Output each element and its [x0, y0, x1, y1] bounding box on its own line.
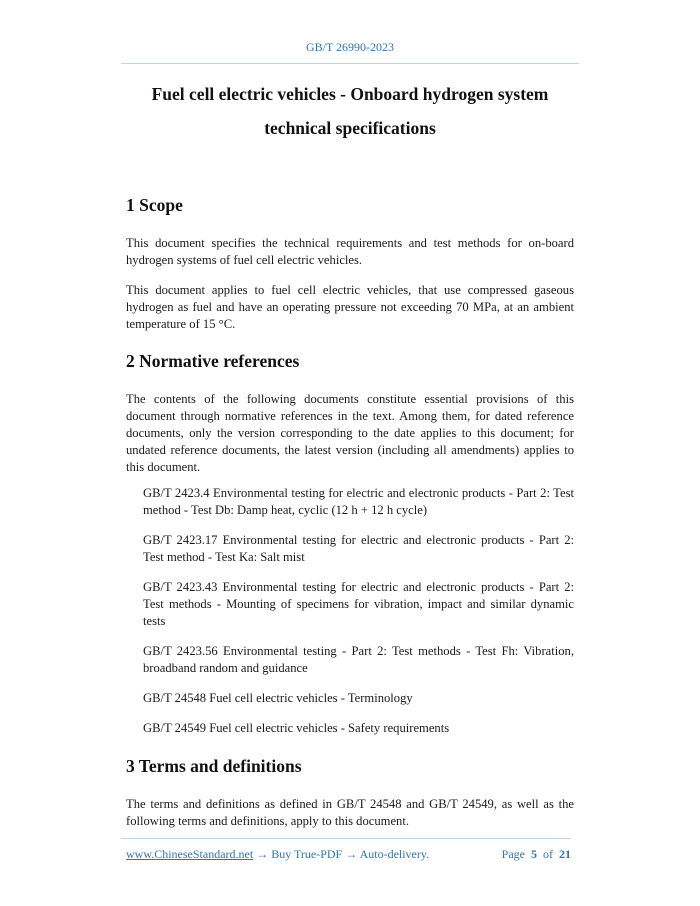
page-total: 21 [559, 847, 571, 861]
document-title-line-2: technical specifications [264, 118, 436, 138]
section-heading-scope: 1 Scope [126, 195, 183, 215]
reference-item: GB/T 24549 Fuel cell electric vehicles - Safety requirements [143, 721, 450, 735]
scope-paragraph-2: This document applies to fuel cell electric vehicles, that use compressed gaseous hydrogen as fuel and have an operating pressure not exceeding 70 MPa, at an ambient temperature of 15 °C. [126, 283, 574, 331]
terms-definitions-paragraph: The terms and definitions as defined in GB/T 24548 and GB/T 24549, as well as the following terms and definitions, apply to this document. [126, 797, 574, 828]
page-current: 5 [531, 847, 537, 861]
reference-item: GB/T 2423.4 Environmental testing for electric and electronic products - Part 2: Test method - Test Db: Damp heat, cyclic (12 h + 12 h cycle) [143, 486, 574, 517]
section-heading-terms-definitions: 3 Terms and definitions [126, 756, 302, 776]
normative-references-intro: The contents of the following documents constitute essential provisions of this document through normative references in the text. Among them, for dated reference documents, only the version corresponding to the date applies to this document; for undated reference documents, the latest version (including all amendments) applies to this document. [126, 392, 574, 474]
section-heading-normative-references: 2 Normative references [126, 351, 300, 371]
footer [126, 847, 571, 862]
document-id-header: GB/T 26990-2023 [305, 40, 395, 54]
page-indicator [502, 847, 571, 862]
footer-divider [121, 838, 571, 839]
page-label: Page [501, 847, 525, 861]
reference-item: GB/T 2423.17 Environmental testing for electric and electronic products - Part 2: Test method - Test Ka: Salt mist [143, 533, 574, 564]
footer-tagline: → Buy True-PDF → Auto-delivery. [253, 847, 430, 861]
document-title-line-1: Fuel cell electric vehicles - Onboard hydrogen system [151, 84, 549, 104]
page-of-label: of [543, 847, 553, 861]
header-divider [121, 63, 579, 64]
reference-item: GB/T 24548 Fuel cell electric vehicles - Terminology [143, 691, 413, 705]
scope-paragraph-1: This document specifies the technical requirements and test methods for on-board hydrogen systems of fuel cell electric vehicles. [126, 236, 574, 267]
chinesestandard-link[interactable]: www.ChineseStandard.net [126, 847, 254, 861]
reference-item: GB/T 2423.56 Environmental testing - Part 2: Test methods - Test Fh: Vibration, broadband random and guidance [143, 644, 574, 675]
reference-item: GB/T 2423.43 Environmental testing for electric and electronic products - Part 2: Test methods - Mounting of specimens for vibration, impact and similar dynamic tests [143, 580, 574, 628]
